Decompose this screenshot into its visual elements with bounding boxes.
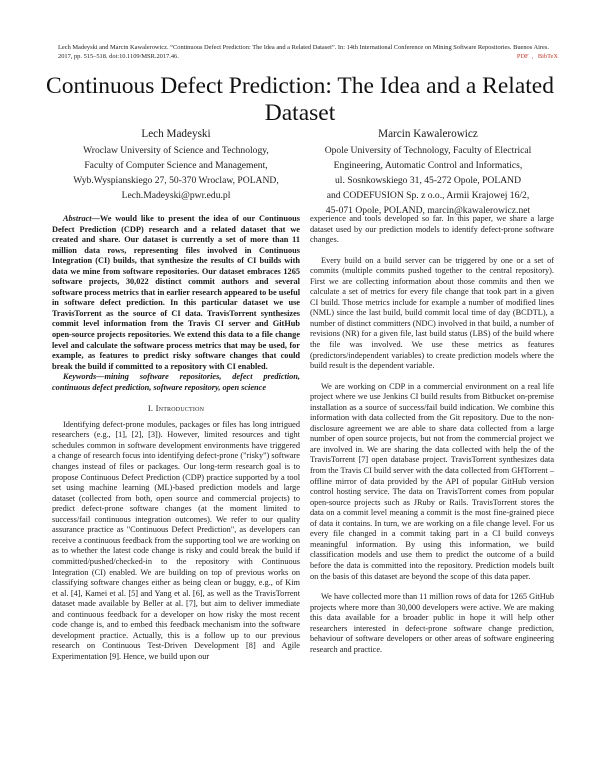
citation-header	[58, 44, 558, 61]
body-paragraph: We are working on CDP in a commercial environment on a real life project where we use Jenkins CI build results from Bitbucket on-premise installation as a source of success/fail build indication. We combine this information with data collected from the Git repository. Due to the non-disclosure agreement we are able to share data collected from a large number of open source projects, but not from the commercial project we are involved in. We are sharing the data collected with help the of the TravisTorrent [7] open database project. TravisTorrent synthesizes data from the Travis CI build server with the data collected from GHTorrent – offline mirror of data provided by the API of popular GitHub version control hosting service. The data on TravisTorrent comes from popular open-source projects such as JRuby or Rails. TravisTorrent stores the data on a commit level meaning a commit is the most fine-grained piece of data it contains. In turn, we are working on a file change level. For us every file changed in a commit taking part in a CI build conveys meaningful information. By using this information, we build classification models and use them to predict the outcome of a build before the data is committed into the repository. Prediction models built on the basis of this dataset are beyond the scope of this data paper.	[310, 381, 554, 581]
author-block-1	[52, 127, 300, 204]
affiliation-line: Faculty of Computer Science and Management,	[84, 159, 268, 171]
affiliation-line: Wroclaw University of Science and Technology,	[83, 144, 269, 156]
left-column	[52, 214, 300, 662]
affiliation-line: and CODEFUSION Sp. z o.o., Armii Krajowej 16/2,	[326, 189, 530, 201]
author-email: Lech.Madeyski@pwr.edu.pl	[121, 189, 231, 201]
section-heading	[52, 403, 300, 414]
keywords-text: —mining software repositories, defect prediction, continuous defect prediction, software repository, open science	[52, 372, 300, 392]
body-paragraph: Every build on a build server can be triggered by one or a set of commits (multiple commits pushed together to the central repository). First we are collecting information about those commits and then we calculate a set of metrics for every file change that took part in a given CI build. Those metrics include for example a number of modified lines (NML) since the last build, build commit local time of day (BCDTL), a number of distinct committers (NDC) involved in that build, a number of revisions (NR) for a given file, last build status (LBS) of the build where the file was involved. We use these metrics as features (predictors/independent variables) to create prediction models where the build result is the dependent variable.	[310, 255, 554, 371]
keywords-label: Keywords	[63, 372, 97, 382]
author-name: Lech Madeyski	[141, 128, 211, 140]
bibtex-link[interactable]: BibTeX	[537, 52, 558, 60]
citation-links: PDF , BibTeX	[516, 52, 558, 60]
section-title: Introduction	[155, 403, 205, 414]
intro-paragraph: Identifying defect-prone modules, packages or files has long intrigued researchers (e.g., [1], [2], [3]). However, limited resources and tight schedules common in software development environments have triggered a change of research focus into identifying defect-prone ("risky") software changes instead of files or packages. Our long-term research goal is to propose Continuous Defect Prediction (CDP) practice supported by a tool set using machine learning (ML)-based prediction models and large dataset (collected from both, open source and commercial projects) to predict defect-prone software changes (at the moment limited to success/fail continuous integration outcomes). We refer to our quality assurance practice as "Continuous Defect Prediction", as developers can receive a continuous feedback from the supporting tool we are working on as to whether the latest code change is risky and could break the build if committed/pushed/checked-in to the repository with Continuous Integration (CI) enabled. We are building on top of previous works on classifying software changes either as being clean or buggy, e.g., of Kim et al. [4], Kamei et al. [5] and Yang et al. [6], as well as the TravisTorrent dataset made available by Beller at al. [7], but aim to deliver immediate and continuous feedback for a developer on how risky the most recent code change is, and to embed this feedback mechanism into the software development practice. Actually, this is a follow up to our previous research on Continuous Test-Driven Development [8] and Agile Experimentation [9]. Hence, we build upon our	[52, 419, 300, 661]
author-name: Marcin Kawalerowicz	[378, 128, 478, 140]
pdf-link[interactable]: PDF	[516, 52, 529, 60]
body-paragraph: We have collected more than 11 million rows of data for 1265 GitHub projects where more than 30,000 developers were active. We are making this data available for a broader public in hope it will help other researchers interested in defect-prone software change prediction, behaviour of software developers or other areas of software engineering research and practice.	[310, 592, 554, 654]
affiliation-line: ul. Sosnkowskiego 31, 45-272 Opole, POLAND	[334, 174, 521, 186]
paper-title: Continuous Defect Prediction: The Idea and a Related Dataset	[46, 73, 554, 126]
abstract	[52, 214, 300, 372]
abstract-text: —We would like to present the idea of our Continuous Defect Prediction (CDP) research and a related dataset that we created and share. Our dataset is currently a set of more than 11 million data rows, representing files involved in Continuous Integration (CI) builds, that synthesize the results of CI builds with data we mine from software repositories. Our dataset embraces 1265 software projects, 30,022 distinct commit authors and several software process metrics that in earlier research appeared to be useful in software defect prediction. In this particular dataset we use TravisTorrent as the source of CI data. TravisTorrent synthesizes commit level information from the Travis CI server and GitHub open-source projects repositories. We extend this data to a file change level and calculate the software process metrics that may be used, for example, as features to predict risky software changes that could break the build if committed to a repository with CI enabled.	[52, 214, 300, 371]
section-number: I.	[147, 403, 154, 414]
right-column	[310, 214, 554, 655]
body-paragraph: experience and tools developed so far. In this paper, we share a large dataset used by our prediction models to identify defect-prone software changes.	[310, 214, 554, 245]
citation-text: Lech Madeyski and Marcin Kawalerowicz. “Continuous Defect Prediction: The Idea and a Related Dataset”. In: 14th International Conference on Mining Software Repositories. Buenos Aires. 2017, pp. 515–518. doi:10.1109/MSR.2017.46.	[58, 44, 549, 60]
abstract-label: Abstract	[63, 214, 92, 223]
affiliation-line: Opole University of Technology, Faculty of Electrical	[324, 144, 532, 156]
keywords	[52, 372, 300, 393]
affiliation-line: Engineering, Automatic Control and Informatics,	[333, 159, 523, 171]
affiliation-line: Wyb.Wyspianskiego 27, 50-370 Wroclaw, POLAND,	[73, 174, 279, 186]
author-block-2	[300, 127, 556, 218]
author-email: 45-071 Opole, POLAND, marcin@kawalerowicz.net	[325, 204, 531, 216]
